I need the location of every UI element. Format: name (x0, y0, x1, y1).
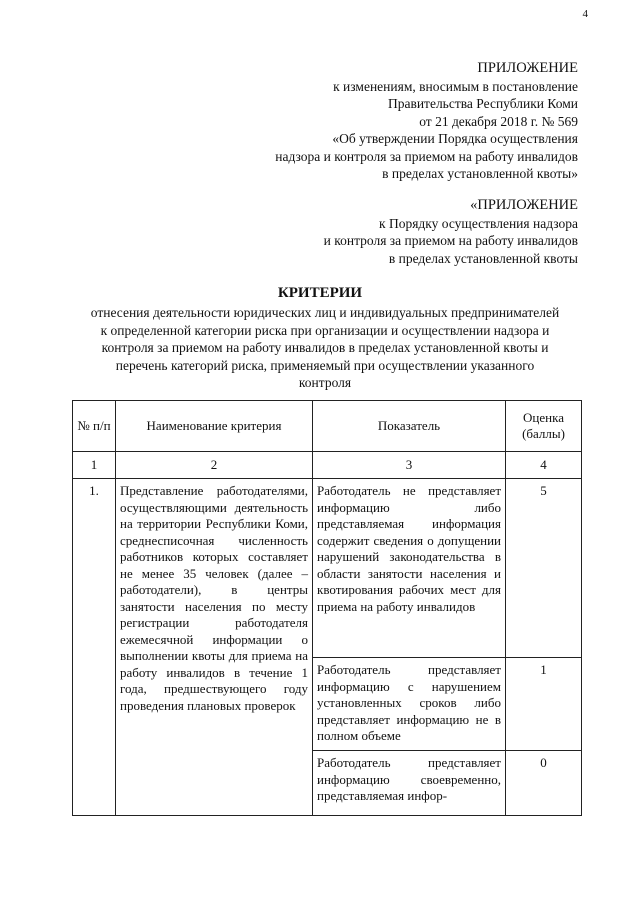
score-value: 1 (506, 658, 582, 751)
header-number: № п/п (73, 401, 116, 452)
column-number: 3 (313, 452, 506, 479)
row-number: 1. (73, 479, 116, 816)
document-subtitle: отнесения деятельности юридических лиц и индивидуальных предпринимателей к определенной категории риска при организации и осуществлении надзора и контроля за приемом на работу инвалидов в пределах установленной квоты и перечень категорий риска, применяемый при осуществлении указанного контроля (90, 305, 560, 390)
column-number: 1 (73, 452, 116, 479)
table-row (73, 479, 582, 658)
appendix-line: к Порядку осуществления надзора (379, 215, 578, 231)
header-indicator: Показатель (313, 401, 506, 452)
appendix-line: и контроля за приемом на работу инвалидов (323, 233, 578, 248)
indicator-text: Работодатель представляет информацию с нарушением установленных сроков либо представляет информацию не в полном объеме (313, 658, 506, 751)
appendix-line: от 21 декабря 2018 г. № 569 (419, 113, 578, 129)
appendix-line: надзора и контроля за приемом на работу инвалидов (275, 148, 578, 164)
criterion-text: Представление работодателями, осуществляющими деятельность на территории Республики Коми, среднесписочная численность работников которых составляет не менее 35 человек (далее – работодатели), в центры занятости населения по месту регистрации работодателя ежемесячной информации о выполнении квоты для приема на работу инвалидов в течение 1 года, предшествующего году проведения плановых проверок (116, 479, 313, 816)
appendix-line: Правительства Республики Коми (387, 96, 578, 111)
appendix-line: в пределах установленной квоты» (382, 166, 578, 181)
page-number: 4 (582, 8, 588, 20)
appendix-header-2 (324, 197, 578, 267)
column-number: 2 (116, 452, 313, 479)
document-title: КРИТЕРИИ (277, 285, 363, 301)
appendix-header (275, 60, 578, 183)
indicator-text: Работодатель представляет информацию своевременно, представляемая инфор- (313, 751, 506, 816)
appendix-title: ПРИЛОЖЕНИЕ (477, 60, 578, 76)
header-score: Оценка (баллы) (506, 401, 582, 452)
criteria-table (72, 400, 582, 816)
indicator-text: Работодатель не представляет информацию либо представляемая информация содержит сведения о допущении нарушений законодательства в области занятости населения и квотирования рабочих мест для приема на работу инвалидов (313, 479, 506, 658)
appendix-line: в пределах установленной квоты (388, 250, 578, 266)
column-number: 4 (506, 452, 582, 479)
header-criterion: Наименование критерия (116, 401, 313, 452)
score-value: 5 (506, 479, 582, 658)
appendix-title-2: «ПРИЛОЖЕНИЕ (470, 197, 578, 213)
column-numbers-row (73, 452, 582, 479)
appendix-line: к изменениям, вносимым в постановление (333, 78, 578, 94)
score-value: 0 (506, 751, 582, 816)
appendix-line: «Об утверждении Порядка осуществления (332, 131, 578, 146)
table-header-row (73, 401, 582, 452)
